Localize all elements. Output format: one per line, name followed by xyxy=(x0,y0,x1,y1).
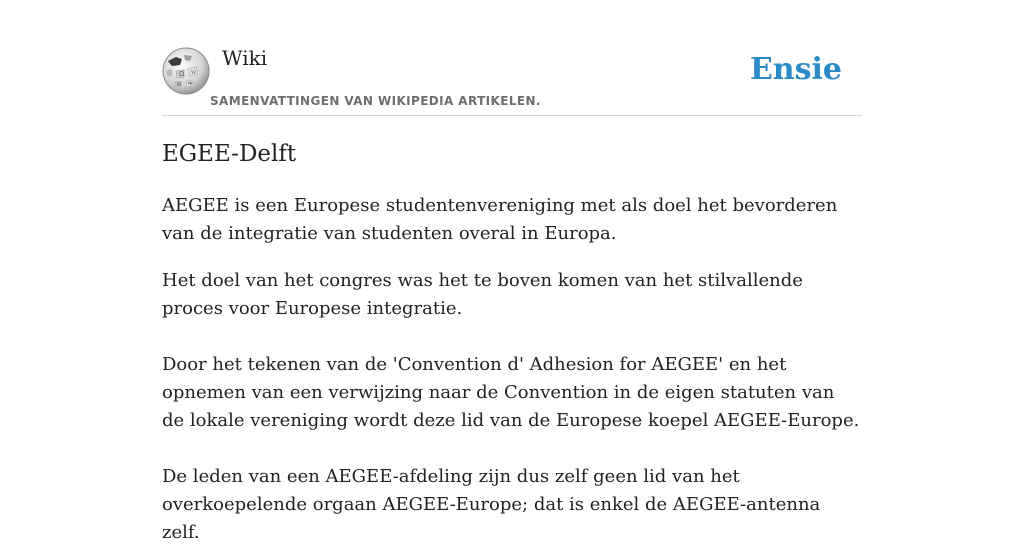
article-paragraph: Door het tekenen van de 'Convention d' Adhesion for AEGEE' en het opnemen van een verwijzing naar de Convention in de eigen statuten van de lokale vereniging wordt deze lid van de Europese koepel AEGEE-Europe. xyxy=(162,354,860,431)
site-header xyxy=(162,0,862,116)
site-name[interactable]: Wiki xyxy=(222,46,268,70)
site-tagline: SAMENVATTINGEN VAN WIKIPEDIA ARTIKELEN. xyxy=(210,94,541,108)
svg-text:ጭ: ጭ xyxy=(188,81,194,87)
article-paragraph: AEGEE is een Europese studentenvereniging met als doel het bevorderen van de integratie van studenten overal in Europa. xyxy=(162,195,838,244)
brand-logo-link[interactable]: Ensie xyxy=(749,52,842,87)
svg-text:Ω: Ω xyxy=(179,71,184,78)
article-paragraph: Het doel van het congres was het te boven komen van het stilvallende proces voor Europese integratie. xyxy=(162,270,803,319)
svg-text:И: И xyxy=(177,82,182,88)
svg-text:W: W xyxy=(191,70,197,76)
wikipedia-globe-icon[interactable] xyxy=(162,47,210,95)
article-title: EGEE-Delft xyxy=(162,141,297,167)
article-paragraph: De leden van een AEGEE-afdeling zijn dus zelf geen lid van het overkoepelende orgaan AEGEE-Europe; dat is enkel de AEGEE-antenna zelf. xyxy=(162,466,821,543)
page xyxy=(162,0,862,543)
